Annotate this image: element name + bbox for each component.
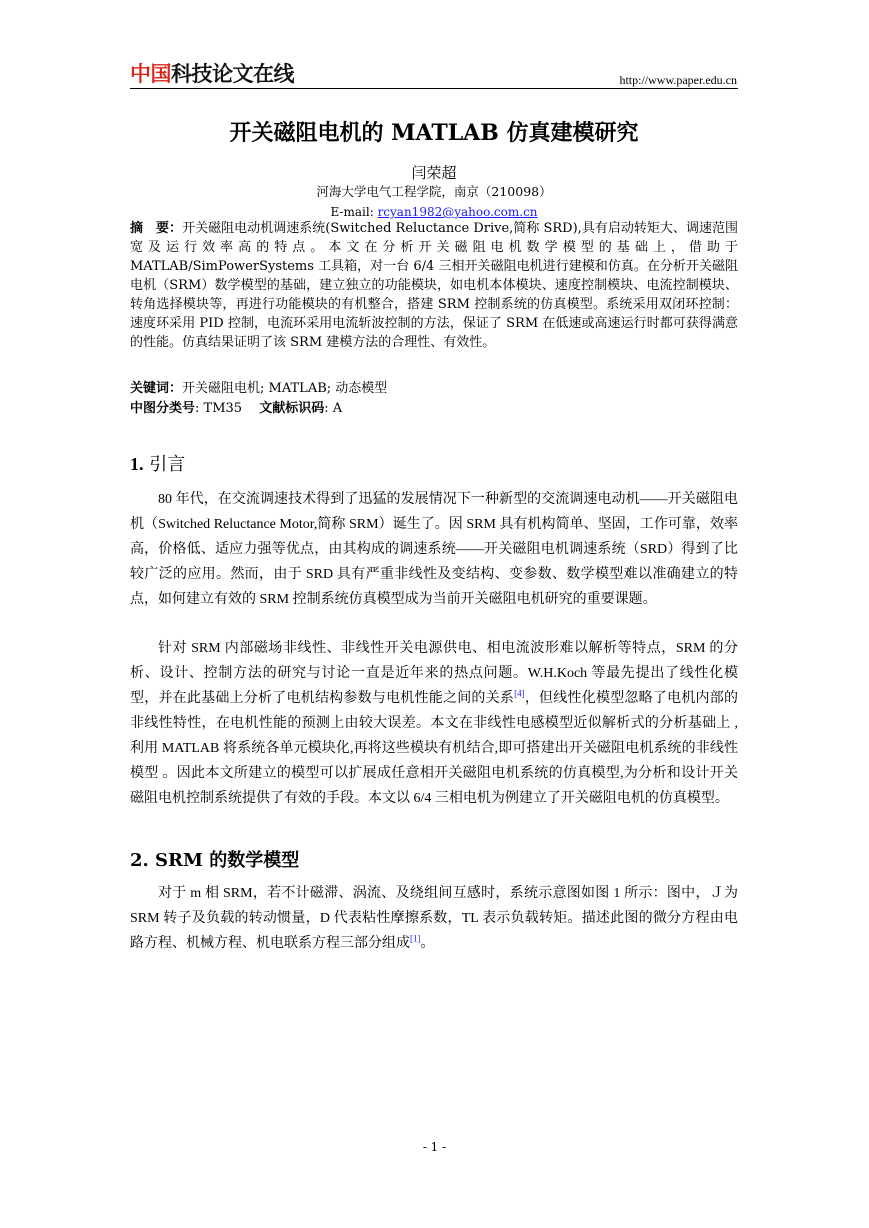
paper-title: 开关磁阻电机的 MATLAB 仿真建模研究 <box>229 120 639 146</box>
author-name: 闫荣超 <box>411 164 457 182</box>
citation-ref-1[interactable]: [1] <box>410 933 421 944</box>
section-2-paragraph-1 <box>130 881 738 956</box>
logo-text-black: 科技论文在线 <box>171 62 294 86</box>
abstract <box>130 219 738 352</box>
author-email <box>130 205 738 219</box>
para2-text-a: 针对 SRM 内部磁场非线性、非线性开关电源供电、相电流波形难以解析等特点，SRM 的分析、设计、控制方法的研究与讨论一直是近年来的热点问题。W.H.Koch 等最先提出了线性化模型，并在此基础上分析了电机结构参数与电机性能之间的关系 <box>130 641 738 706</box>
page-number: - 1 - <box>422 1140 447 1154</box>
header-divider <box>130 88 738 89</box>
keywords <box>130 379 738 398</box>
keywords-text: 开关磁阻电机; MATLAB; 动态模型 <box>182 381 388 396</box>
keywords-label: 关键词： <box>130 381 183 396</box>
citation-ref-4[interactable]: [4] <box>514 688 525 699</box>
doc-code-value: : A <box>324 401 343 416</box>
abstract-text: 开关磁阻电动机调速系统(Switched Reluctance Drive,简称 SRD),具有启动转矩大、调速范围宽及运行效率高的特点。本文在分析开关磁阻电机数学模型的基础上，借助于 MATLAB/SimPowerSystems 工具箱，对一台 6/4 三相开关磁阻电机进行建模和仿真。在分析开关磁阻电机（SRM）数学模型的基础，建立独立的功能模块，如电机本体模块、速度控制模块、电流控制模块、转角选择模块等，再进行功能模块的有机整合，搭建 SRM 控制系统的仿真模型。系统采用双闭环控制：速度环采用 PID 控制，电流环采用电流斩波控制的方法，保证了 SRM 在低速或高速运行时都可获得满意的性能。仿真结果证明了该 SRM 建模方法的合理性、有效性。 <box>130 221 738 350</box>
s2-para-text-a: 对于 m 相 SRM，若不计磁滞、涡流、及绕组间互感时，系统示意图如图 1 所示：图中，Ｊ为 SRM 转子及负载的转动惯量，D 代表粘性摩擦系数，TL 表示负载转矩。描述此图的微分方程由电路方程、机械方程、机电联系方程三部分组成 <box>130 886 738 951</box>
header-url[interactable]: http://www.paper.edu.cn <box>619 73 737 87</box>
section-1-heading <box>130 452 185 477</box>
section-1-title: 引言 <box>149 454 186 475</box>
classification <box>130 399 738 418</box>
para2-text-b: ，但线性化模型忽略了电机内部的非线性特性，在电机性能的预测上由较大误差。本文在非线性电感模型近似解析式的分析基础上 ,利用 MATLAB 将系统各单元模块化,再将这些模块有机结合,即可搭建出开关磁阻电机系统的非线性模型 。因此本文所建立的模型可以扩展成任意相开关磁阻电机系统的仿真模型,为分析和设计开关磁阻电机控制系统提供了有效的手段。本文以 6/4 三相电机为例建立了开关磁阻电机的仿真模型。 <box>130 691 739 806</box>
email-label: E-mail: <box>330 205 378 219</box>
s2-para-text-b: 。 <box>420 936 435 951</box>
section-1-paragraph-1: 80 年代，在交流调速技术得到了迅猛的发展情况下一种新型的交流调速电动机——开关磁阻电机（Switched Reluctance Motor,简称 SRM）诞生了。因 SRM 具有机构简单、坚固，工作可靠，效率高，价格低、适应力强等优点，由其构成的调速系统——开关磁阻电机调速系统（SRD）得到了比较广泛的应用。然而，由于 SRD 具有严重非线性及变结构、变参数、数学模型难以准确建立的特点，如何建立有效的 SRM 控制系统仿真模型成为当前开关磁阻电机研究的重要课题。 <box>130 492 738 607</box>
email-link[interactable]: rcyan1982@yahoo.com.cn <box>377 205 538 219</box>
author-affiliation: 河海大学电气工程学院，南京（210098） <box>316 184 552 199</box>
abstract-label: 摘 要： <box>130 221 183 236</box>
section-2-heading: 2. SRM 的数学模型 <box>130 850 300 871</box>
doc-code-label: 文献标识码 <box>259 401 325 416</box>
section-1-paragraph-2 <box>130 636 738 811</box>
clc-value: : TM35 <box>195 401 243 416</box>
site-logo <box>130 62 294 86</box>
section-1-number: 1. <box>130 454 144 474</box>
logo-text-red: 中国 <box>130 62 171 86</box>
clc-label: 中图分类号 <box>130 401 196 416</box>
